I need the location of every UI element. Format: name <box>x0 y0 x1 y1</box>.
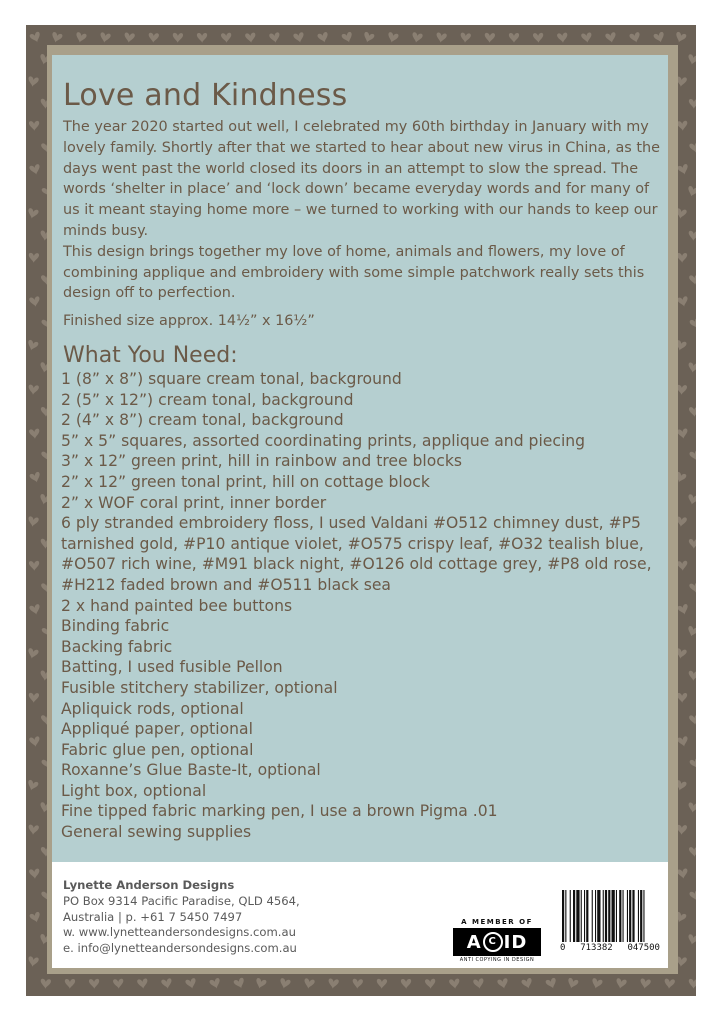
barcode <box>558 888 662 956</box>
acid-letter-c: C <box>483 932 503 952</box>
list-item: Roxanne’s Glue Baste-It, optional <box>61 761 321 780</box>
barcode-digits <box>558 943 662 953</box>
list-item: Light box, optional <box>61 781 207 800</box>
list-item: 5” x 5” squares, assorted coordinating prints, applique and piecing <box>61 431 586 450</box>
acid-letters-id: ID <box>503 931 528 953</box>
list-item: 2 x hand painted bee buttons <box>61 596 293 615</box>
list-item: Batting, I used fusible Pellon <box>61 658 283 677</box>
finished-size: Finished size approx. 14½” x 16½” <box>63 313 315 329</box>
intro-paragraph-1: The year 2020 started out well, I celebrated my 60th birthday in January with my lovely family. Shortly after that we started to hear about new virus in China, as the days went past the world closed its doors in an attempt to slow the spread. The words ‘shelter in place’ and ‘lock down’ became everyday words and for many of us it meant staying home more – we turned to working with our hands to keep our minds busy. <box>63 119 660 239</box>
intro-text <box>63 117 663 304</box>
acid-letter-a: A <box>466 931 482 953</box>
list-item: 1 (8” x 8”) square cream tonal, background <box>61 370 402 388</box>
list-item: General sewing supplies <box>61 823 252 842</box>
acid-logo <box>453 918 541 963</box>
acid-logo-box <box>453 928 541 956</box>
website-text: w. www.lynetteandersondesigns.com.au <box>63 925 296 940</box>
list-item: Fine tipped fabric marking pen, I use a brown Pigma .01 <box>61 802 498 821</box>
list-item: 2” x WOF coral print, inner border <box>61 493 327 512</box>
barcode-digits-right: 047500 <box>627 943 660 953</box>
acid-tagline: ANTI COPYING IN DESIGN <box>459 957 535 963</box>
list-item: Binding fabric <box>61 617 170 636</box>
list-item: 2 (4” x 8”) cream tonal, background <box>61 411 344 430</box>
email-text: e. info@lynetteandersondesigns.com.au <box>63 941 297 956</box>
list-item: Backing fabric <box>61 637 173 656</box>
contact-block <box>63 878 300 957</box>
page-title: Love and Kindness <box>63 78 348 113</box>
barcode-bars-icon <box>562 890 658 944</box>
address-line-2: Australia | p. +61 7 5450 7497 <box>63 909 243 924</box>
list-item: Fabric glue pen, optional <box>61 740 254 759</box>
requirements-list <box>61 369 665 843</box>
list-item: 3” x 12” green print, hill in rainbow and tree blocks <box>61 452 463 471</box>
list-item: Fusible stitchery stabilizer, optional <box>61 678 338 697</box>
barcode-digits-left: 713382 <box>580 943 613 953</box>
list-item: 2” x 12” green tonal print, hill on cottage block <box>61 472 430 491</box>
list-item: 6 ply stranded embroidery floss, I used Valdani #O512 chimney dust, #P5 tarnished gold, #P10 antique violet, #O575 crispy leaf, #O32 tealish blue, #O507 rich wine, #M91 black night, #O126 old cottage grey, #P8 old rose, #H212 faded brown and #O511 black sea <box>61 514 652 594</box>
acid-member-text: A MEMBER OF <box>461 918 533 926</box>
address-line-1: PO Box 9314 Pacific Paradise, QLD 4564, <box>63 893 300 908</box>
list-item: Appliqué paper, optional <box>61 720 253 739</box>
list-item: Apliquick rods, optional <box>61 699 244 718</box>
intro-paragraph-2: This design brings together my love of home, animals and flowers, my love of combining applique and embroidery with some simple patchwork really sets this design off to perfection. <box>63 243 645 302</box>
barcode-digit-first: 0 <box>560 943 566 953</box>
company-name: Lynette Anderson Designs <box>63 878 235 892</box>
list-item: 2 (5” x 12”) cream tonal, background <box>61 390 354 409</box>
what-you-need-heading: What You Need: <box>63 343 238 368</box>
